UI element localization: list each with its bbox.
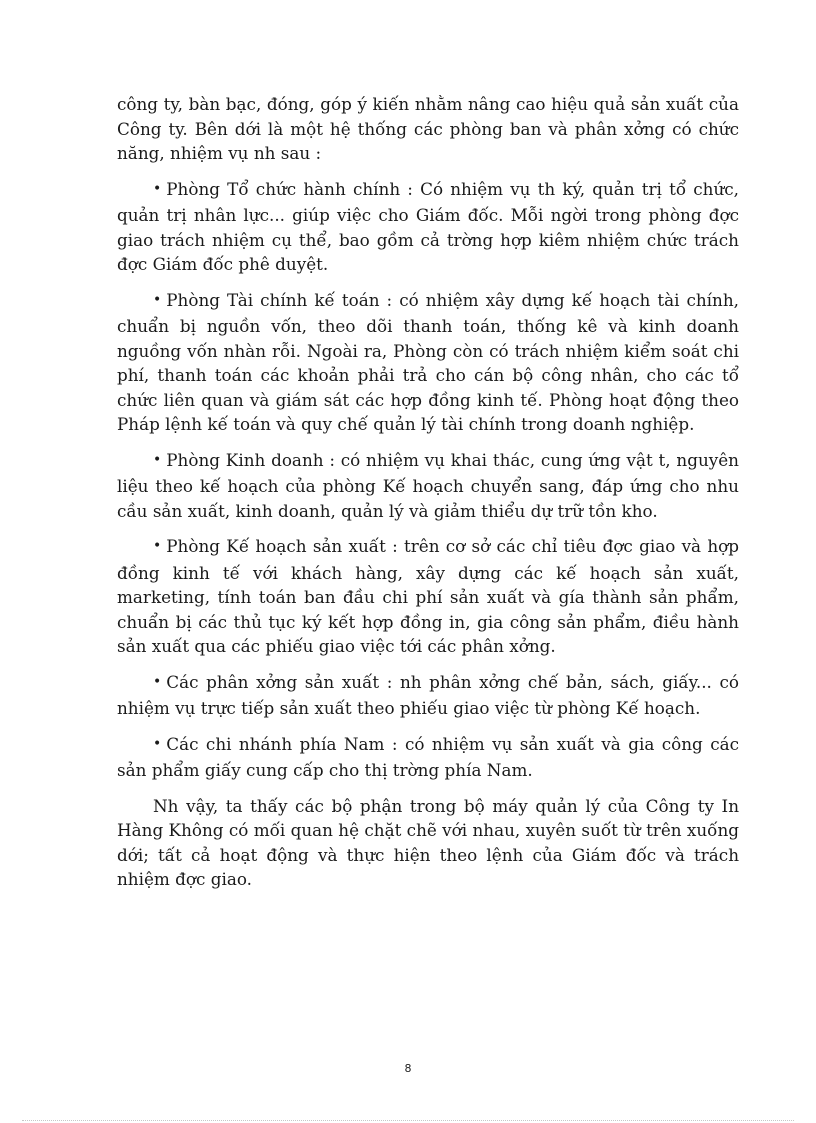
paragraph-intro: công ty, bàn bạc, đóng, góp ý kiến nhằm nâng cao hiệu quả sản xuất của Công ty. Bên dới là một hệ thống các phòng ban và phân xởng có chức năng, nhiệm vụ nh sau : — [117, 94, 739, 163]
paragraph-southern-branches: • Các chi nhánh phía Nam : có nhiệm vụ sản xuất và gia công các sản phẩm giấy cung cấp cho thị trờng phía Nam. — [117, 733, 739, 780]
paragraph-planning-department: • Phòng Kế hoạch sản xuất : trên cơ sở các chỉ tiêu đợc giao và hợp đồng kinh tế với khách hàng, xây dựng các kế hoạch sản xuất, marketing, tính toán ban đầu chi phí sản xuất và gía thành sản phẩm, chuẩn bị các thủ tục ký kết hợp đồng in, gia công sản phẩm, điều hành sản xuất qua các phiếu giao việc tới các phân xởng. — [117, 536, 739, 656]
bullet-icon: • — [153, 451, 162, 468]
paragraph-sales-department: • Phòng Kinh doanh : có nhiệm vụ khai thác, cung ứng vật t, nguyên liệu theo kế hoạch của phòng Kế hoạch chuyển sang, đáp ứng cho nhu cầu sản xuất, kinh doanh, quản lý và giảm thiểu dự trữ tồn kho. — [117, 449, 739, 521]
bullet-icon: • — [153, 538, 162, 554]
paragraph-conclusion: Nh vậy, ta thấy các bộ phận trong bộ máy quản lý của Công ty In Hàng Không có mối quan hệ chặt chẽ với nhau, xuyên suốt từ trên xuống dới; tất cả hoạt động và thực hiện theo lệnh của Giám đốc và trách nhiệm đợc giao. — [117, 795, 739, 889]
page-bottom-divider — [22, 1120, 794, 1121]
paragraph-hr-department: • Phòng Tổ chức hành chính : Có nhiệm vụ th ký, quản trị tổ chức, quản trị nhân lực... giúp việc cho Giám đốc. Mỗi ngời trong phòng đợc giao trách nhiệm cụ thể, bao gồm cả trờng hợp kiêm nhiệm chức trách đợc Giám đốc phê duyệt. — [117, 178, 739, 274]
bullet-icon: • — [153, 291, 162, 308]
document-body — [117, 92, 739, 892]
bullet-icon: • — [153, 673, 162, 690]
paragraph-workshops: • Các phân xởng sản xuất : nh phân xởng chế bản, sách, giấy... có nhiệm vụ trực tiếp sản xuất theo phiếu giao việc từ phòng Kế hoạch. — [117, 671, 739, 718]
page-number: 8 — [404, 1062, 412, 1075]
bullet-icon: • — [153, 735, 162, 752]
paragraph-finance-department: • Phòng Tài chính kế toán : có nhiệm xây dựng kế hoạch tài chính, chuẩn bị nguồn vốn, theo dõi thanh toán, thống kê và kinh doanh nguồng vốn nhàn rỗi. Ngoài ra, Phòng còn có trách nhiệm kiểm soát chi phí, thanh toán các khoản phải trả cho cán bộ công nhân, cho các tổ chức liên quan và giám sát các hợp đồng kinh tế. Phòng hoạt động theo Pháp lệnh kế toán và quy chế quản lý tài chính trong doanh nghiệp. — [117, 289, 739, 434]
bullet-icon: • — [153, 180, 162, 197]
